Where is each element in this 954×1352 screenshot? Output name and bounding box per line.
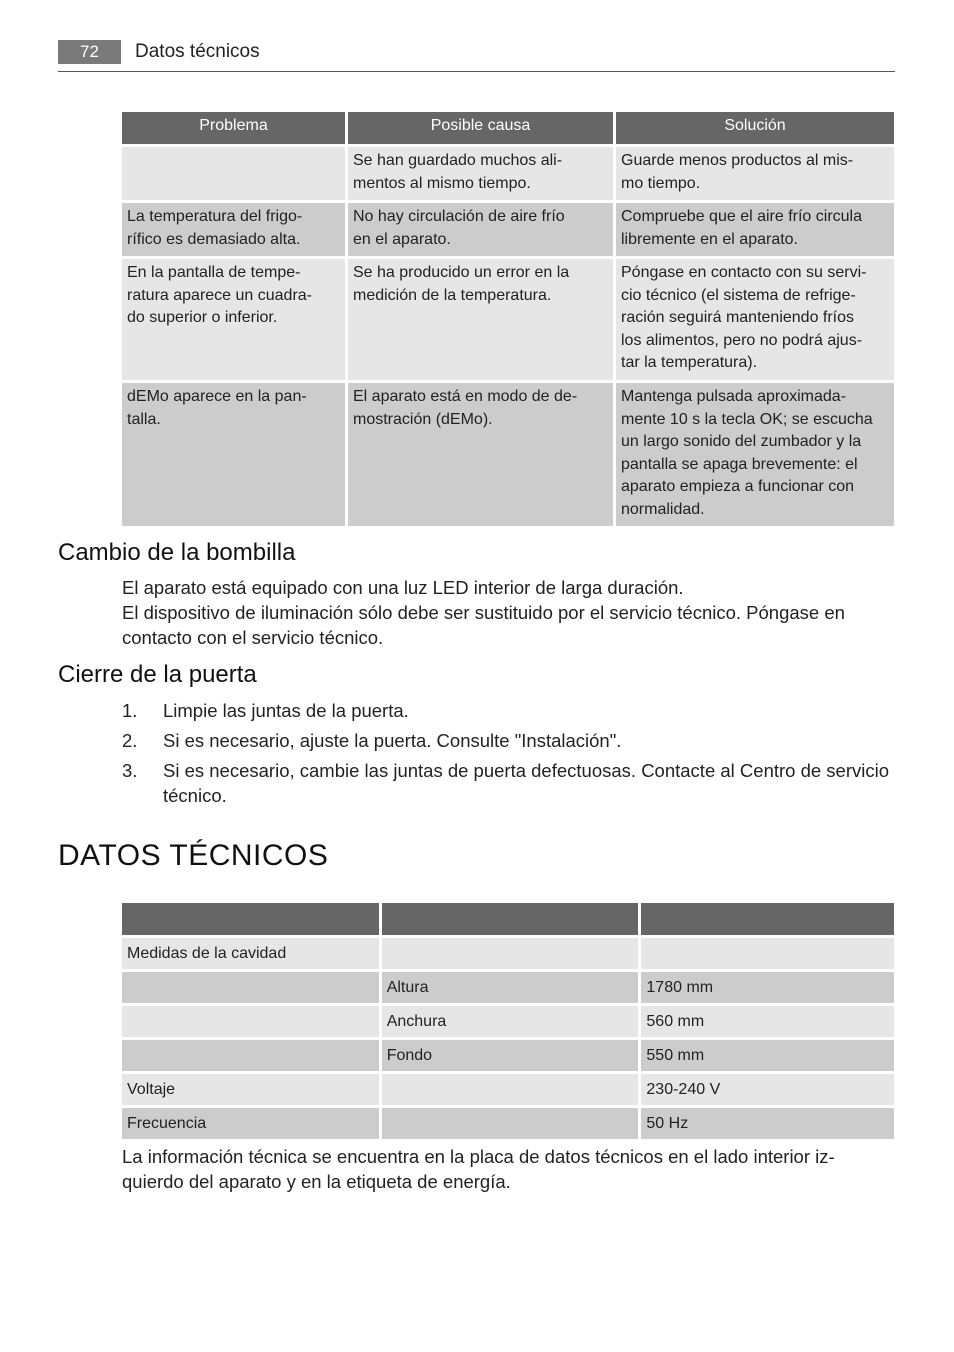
door-section-heading: Cierre de la puerta: [58, 661, 257, 688]
header-section-title: Datos técnicos: [135, 41, 260, 62]
spec-label-cell: Medidas de la cavidad: [122, 938, 379, 969]
problem-cell: dEMo aparece en la pan- talla.: [122, 383, 345, 526]
spec-sublabel-cell: [382, 1074, 639, 1105]
spec-sublabel-cell: Anchura: [382, 1006, 639, 1037]
page-number: 72: [58, 40, 121, 64]
step-number: 1.: [122, 700, 138, 721]
cause-cell: Se han guardado muchos ali- mentos al mismo tiempo.: [348, 147, 613, 200]
column-header-empty: [122, 903, 379, 935]
step-number: 3.: [122, 760, 138, 781]
table-row: [122, 972, 894, 1003]
spec-label-cell: [122, 1040, 379, 1071]
spec-sublabel-cell: Fondo: [382, 1040, 639, 1071]
table-row: [122, 203, 894, 256]
cause-cell: El aparato está en modo de de- mostración (dEMo).: [348, 383, 613, 526]
spec-sublabel-cell: [382, 1108, 639, 1139]
problem-cell: En la pantalla de tempe- ratura aparece un cuadra- do superior o inferior.: [122, 259, 345, 380]
bulb-section-heading: Cambio de la bombilla: [58, 539, 296, 566]
cause-cell: Se ha producido un error en la medición de la temperatura.: [348, 259, 613, 380]
spec-label-cell: [122, 1006, 379, 1037]
spec-value-cell: 550 mm: [641, 1040, 894, 1071]
column-header-problem: Problema: [122, 112, 345, 144]
step-number: 2.: [122, 730, 138, 751]
solution-cell: Póngase en contacto con su servi- cio técnico (el sistema de refrige- ración seguirá manteniendo fríos los alimentos, pero no podrá ajus- tar la temperatura).: [616, 259, 894, 380]
column-header-empty: [382, 903, 639, 935]
solution-cell: Mantenga pulsada aproximada- mente 10 s la tecla OK; se escucha un largo sonido del zumbador y la pantalla se apaga brevemente: el aparato empieza a funcionar con normalidad.: [616, 383, 894, 526]
solution-cell: Guarde menos productos al mis- mo tiempo.: [616, 147, 894, 200]
table-row: [122, 938, 894, 969]
tech-footnote: La información técnica se encuentra en la placa de datos técnicos en el lado interior iz- quierdo del aparato y en la etiqueta de energía.: [122, 1146, 835, 1192]
spec-value-cell: 1780 mm: [641, 972, 894, 1003]
table-header-row: [122, 112, 894, 144]
spec-value-cell: [641, 938, 894, 969]
troubleshooting-table: [119, 109, 897, 529]
table-row: [122, 1108, 894, 1139]
solution-cell: Compruebe que el aire frío circula libremente en el aparato.: [616, 203, 894, 256]
bulb-section-paragraph: El aparato está equipado con una luz LED interior de larga duración. El dispositivo de iluminación sólo debe ser sustituido por el servicio técnico. Póngase en contacto con el servicio técnico.: [122, 577, 845, 648]
column-header-cause: Posible causa: [348, 112, 613, 144]
cause-cell: No hay circulación de aire frío en el aparato.: [348, 203, 613, 256]
spec-value-cell: 560 mm: [641, 1006, 894, 1037]
problem-cell: La temperatura del frigo- rífico es demasiado alta.: [122, 203, 345, 256]
table-row: [122, 1040, 894, 1071]
table-row: [122, 1074, 894, 1105]
table-row: [122, 147, 894, 200]
spec-sublabel-cell: Altura: [382, 972, 639, 1003]
spec-value-cell: 50 Hz: [641, 1108, 894, 1139]
page-header: [58, 40, 895, 72]
column-header-solution: Solución: [616, 112, 894, 144]
step-text: Limpie las juntas de la puerta.: [163, 700, 409, 721]
spec-value-cell: 230-240 V: [641, 1074, 894, 1105]
table-row: [122, 383, 894, 526]
spec-label-cell: [122, 972, 379, 1003]
spec-label-cell: Voltaje: [122, 1074, 379, 1105]
spec-sublabel-cell: [382, 938, 639, 969]
table-header-row: [122, 903, 894, 935]
tech-specs-table: [119, 900, 897, 1142]
spec-label-cell: Frecuencia: [122, 1108, 379, 1139]
step-text: Si es necesario, cambie las juntas de puerta defectuosas. Contacte al Centro de servicio técnico.: [163, 760, 890, 806]
step-text: Si es necesario, ajuste la puerta. Consulte "Instalación".: [163, 730, 622, 751]
table-row: [122, 1006, 894, 1037]
column-header-empty: [641, 903, 894, 935]
table-row: [122, 259, 894, 380]
tech-data-heading: DATOS TÉCNICOS: [58, 839, 329, 872]
problem-cell: [122, 147, 345, 200]
